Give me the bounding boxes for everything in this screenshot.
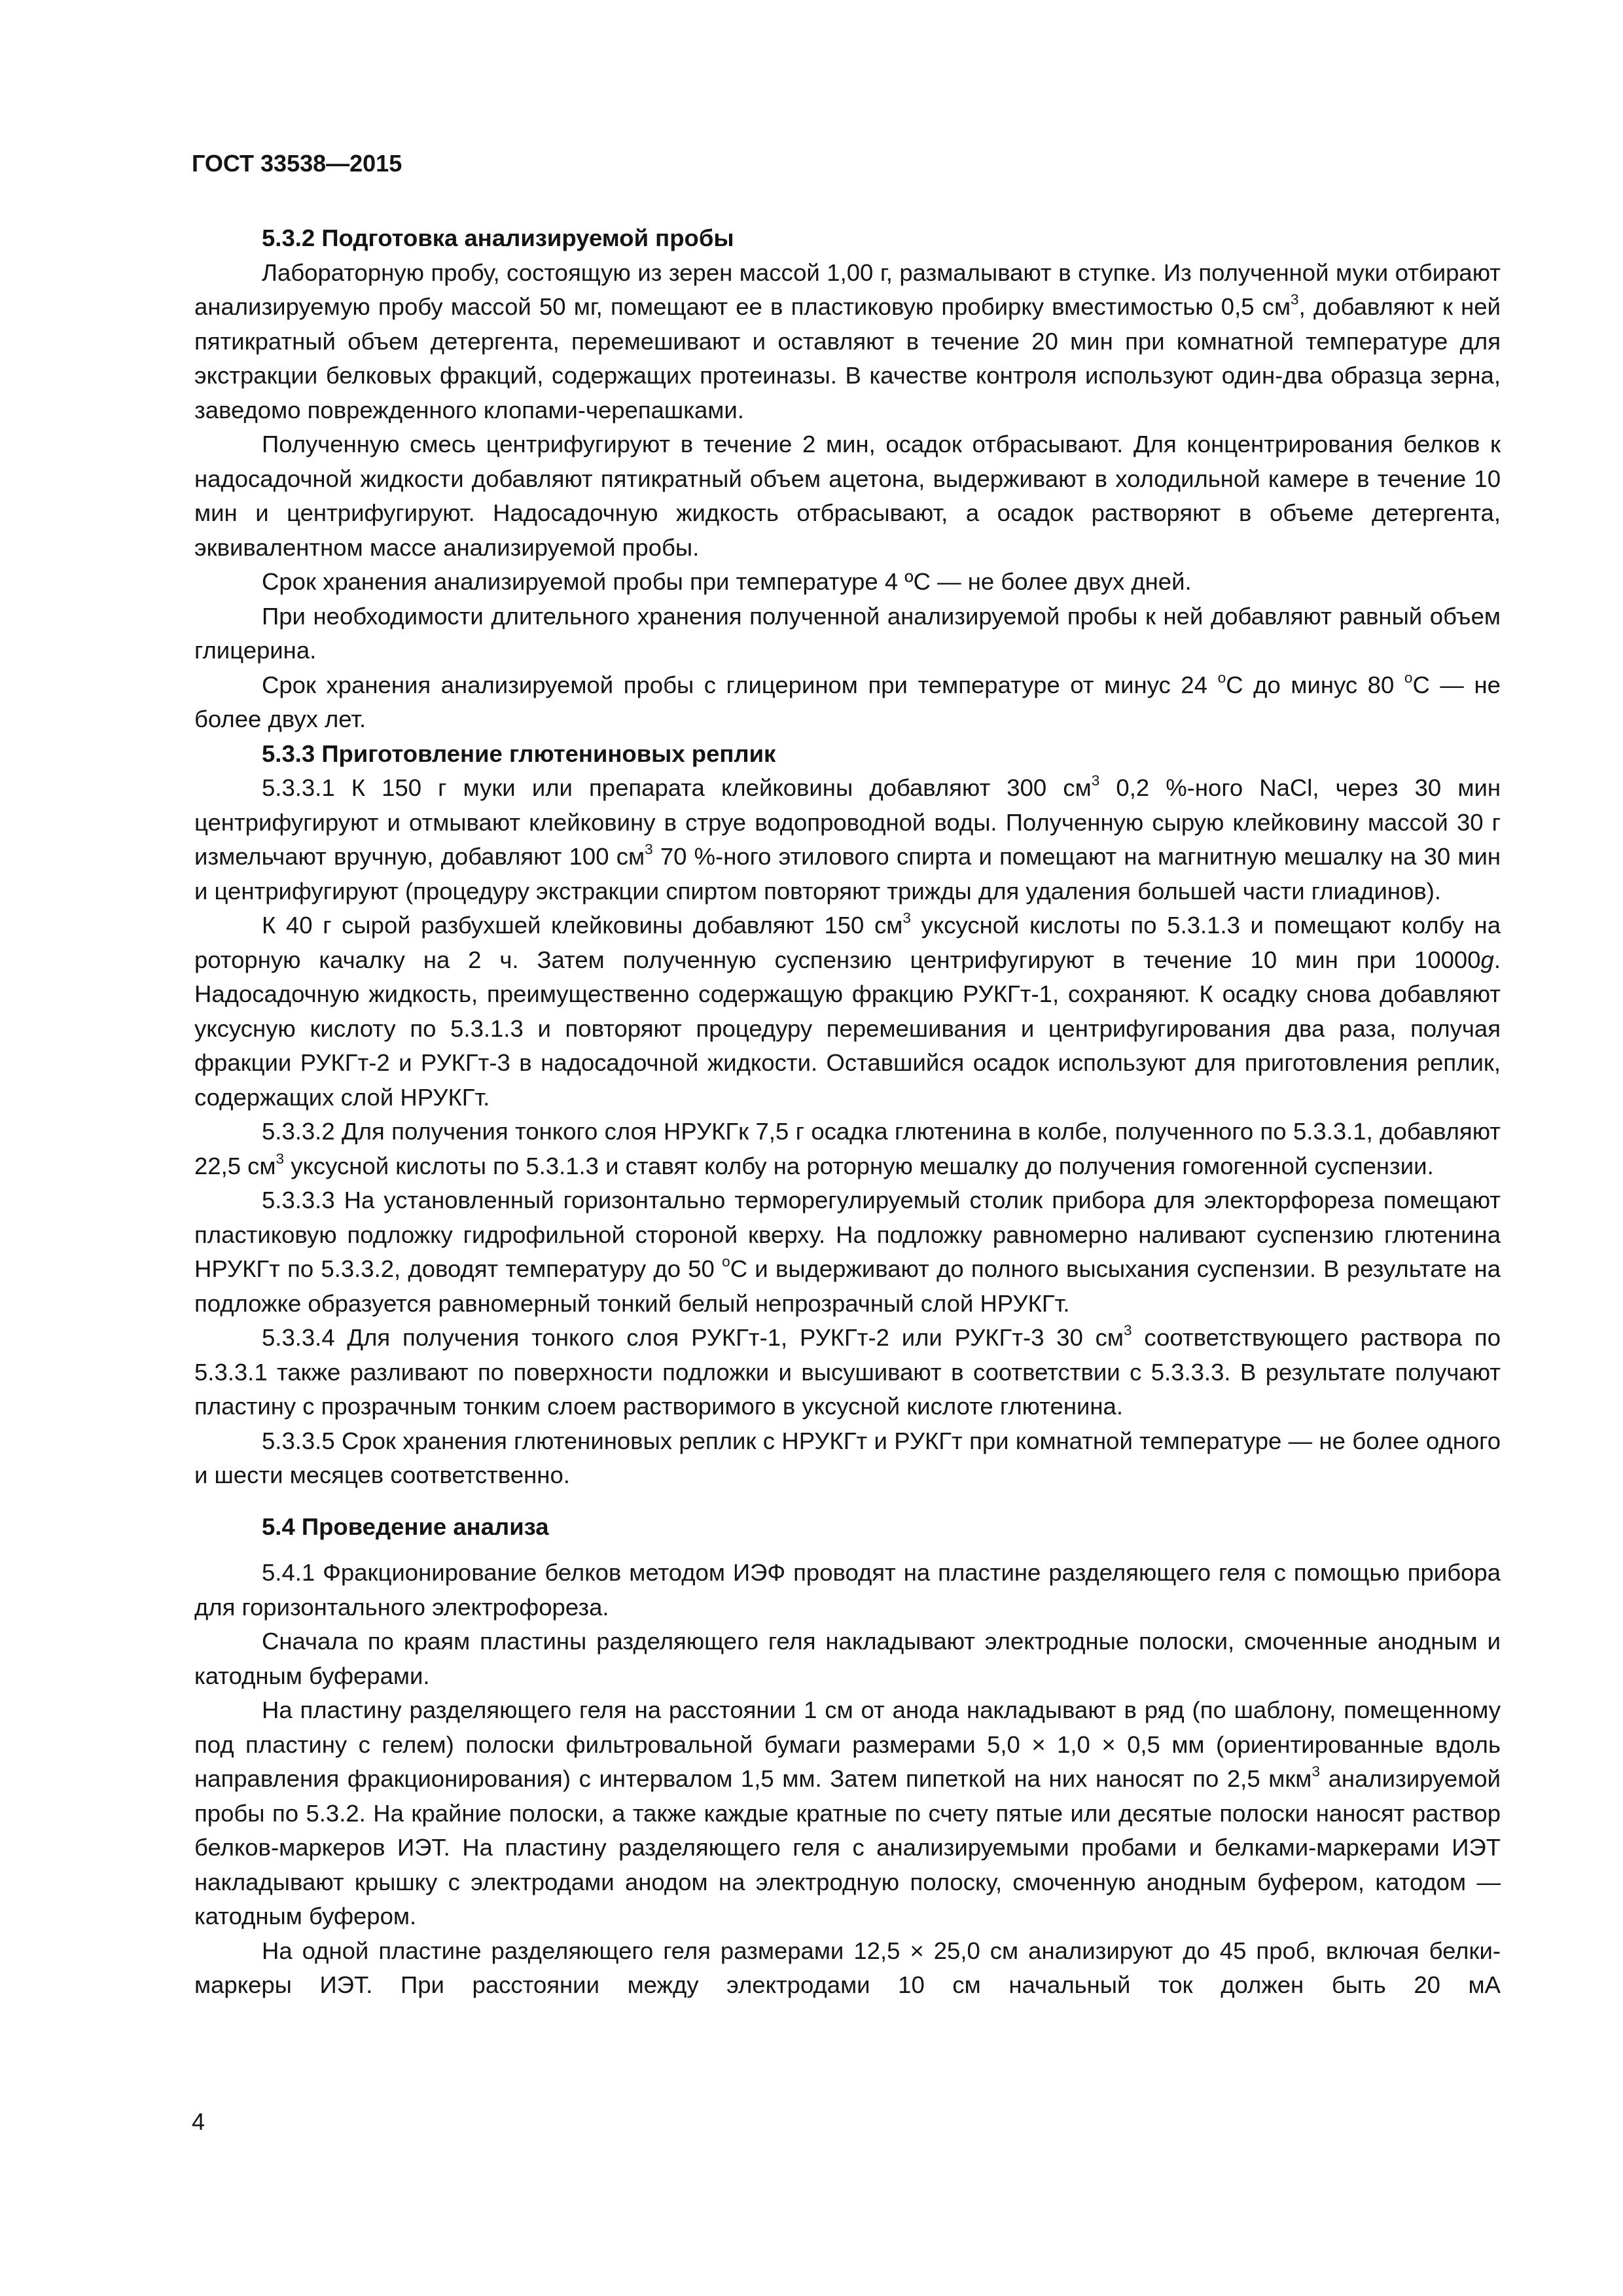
paragraph-5-3-3-2: 5.3.3.2 Для получения тонкого слоя НРУКГк 7,5 г осадка глютенина в колбе, полученного по 5.3.3.1, добавляют 22,5 $см^3$ уксусной кислоты по 5.3.1.3 и ставят колбу на роторную мешалку до получения гомогенной суспензии. bbox=[194, 1118, 1501, 1179]
section-5-3-2-title: 5.3.2 Подготовка анализируемой пробы bbox=[262, 224, 734, 251]
paragraph: Сначала по краям пластины разделяющего геля накладывают электродные полоски, смоченные анодным и катодным буферами. bbox=[194, 1628, 1501, 1689]
page-number: 4 bbox=[192, 2108, 205, 2135]
paragraph-5-3-3-1: 5.3.3.1 К 150 г муки или препарата клейковины добавляют 300 $см^3$ 0,2 %-ного NaCl, через 30 мин центрифугируют и отмывают клейковину в струе водопроводной воды. Полученную сырую клейковину массой 30 г измельчают вручную, добавляют 100 $см^3$ 70 %-ного этилового спирта и помещают на магнитную мешалку на 30 мин и центрифугируют (процедуру экстракции спиртом повторяют трижды для удаления большей части глиадинов). bbox=[194, 772, 1501, 905]
paragraph-5-4-1: 5.4.1 Фракционирование белков методом ИЭФ проводят на пластине разделяющего геля с помощью прибора для горизонтального электрофореза. bbox=[194, 1559, 1501, 1621]
document-header: ГОСТ 33538—2015 bbox=[192, 150, 402, 177]
paragraph: Полученную смесь центрифугируют в течение 2 мин, осадок отбрасывают. Для концентрирования белков к надосадочной жидкости добавляют пятикратный объем ацетона, выдерживают в холодильной камере в течение 10 мин и центрифугируют. Надосадочную жидкость отбрасывают, а осадок растворяют в объеме детергента, эквивалентном массе анализируемой пробы. bbox=[194, 431, 1501, 561]
section-5-3-3-title: 5.3.3 Приготовление глютениновых реплик bbox=[262, 740, 776, 767]
paragraph: На пластину разделяющего геля на расстоянии 1 см от анода накладывают в ряд (по шаблону, помещенному под пластину с гелем) полоски фильтровальной бумаги размерами 5,0 × 1,0 × 0,5 мм (ориентированные вдоль направления фракционирования) с интервалом 1,5 мм. Затем пипеткой на них наносят по 2,5 мкм$^3$ анализируемой пробы по 5.3.2. На крайние полоски, а также каждые кратные по счету пятые или десятые полоски наносят раствор белков-маркеров ИЭТ. На пластину разделяющего геля с анализируемыми пробами и белками-маркерами ИЭТ накладывают крышку с электродами анодом на электродную полоску, смоченную анодным буфером, катодом — катодным буфером. bbox=[194, 1696, 1501, 1929]
paragraph: На одной пластине разделяющего геля размерами 12,5 × 25,0 см анализируют до 45 проб, включая белки-маркеры ИЭТ. При расстоянии между электродами 10 см начальный ток должен быть 20 мА bbox=[194, 1937, 1501, 1998]
section-5-4-title: 5.4 Проведение анализа bbox=[262, 1513, 549, 1540]
paragraph: Лабораторную пробу, состоящую из зерен массой 1,00 г, размалывают в ступке. Из полученной муки отбирают анализируемую пробу массой 50 мг, помещают ее в пластиковую пробирку вместимостью 0,5 $см^3$, добавляют к ней пятикратный объем детергента, перемешивают и оставляют в течение 20 мин при комнатной температуре для экстракции белковых фракций, содержащих протеиназы. В качестве контроля используют один-два образца зерна, заведомо поврежденного клопами-черепашками. bbox=[194, 259, 1501, 423]
paragraph: Срок хранения анализируемой пробы при температуре 4 ºС — не более двух дней. bbox=[262, 568, 1192, 595]
paragraph-5-3-3-4: 5.3.3.4 Для получения тонкого слоя РУКГт-1, РУКГт-2 или РУКГт-3 30 $см^3$ соответствующего раствора по 5.3.3.1 также разливают по поверхности подложки и высушивают в соответствии с 5.3.3.3. В результате получают пластину с прозрачным тонким слоем растворимого в уксусной кислоте глютенина. bbox=[194, 1322, 1501, 1420]
paragraph: К 40 г сырой разбухшей клейковины добавляют 150 $см^3$ уксусной кислоты по 5.3.1.3 и помещают колбу на роторную качалку на 2 ч. Затем полученную суспензию центрифугируют в течение 10 мин при 10000g. Надосадочную жидкость, преимущественно содержащую фракцию РУКГт-1, сохраняют. К осадку снова добавляют уксусную кислоту по 5.3.1.3 и повторяют процедуру перемешивания и центрифугирования два раза, получая фракции РУКГт-2 и РУКГт-3 в надосадочной жидкости. Оставшийся осадок используют для приготовления реплик, содержащих слой НРУКГт. bbox=[194, 910, 1501, 1111]
paragraph: При необходимости длительного хранения полученной анализируемой пробы к ней добавляют равный объем глицерина. bbox=[194, 602, 1501, 664]
paragraph-5-3-3-3: 5.3.3.3 На установленный горизонтально терморегулируемый столик прибора для электорфореза помещают пластиковую подложку гидрофильной стороной кверху. На подложку равномерно наливают суспензию глютенина НРУКГт по 5.3.3.2, доводят температуру до 50 $^о$С и выдерживают до полного высыхания суспензии. В результате на подложке образуется равномерный тонкий белый непрозрачный слой НРУКГт. bbox=[194, 1187, 1501, 1317]
paragraph: Срок хранения анализируемой пробы с глицерином при температуре от минус 24 $^о$С до минус 80 $^о$С — не более двух лет. bbox=[194, 669, 1501, 732]
document-body bbox=[194, 221, 1501, 2003]
paragraph-5-3-3-5: 5.3.3.5 Срок хранения глютениновых реплик с НРУКГт и РУКГт при комнатной температуре — не более одного и шести месяцев соответственно. bbox=[194, 1427, 1501, 1488]
